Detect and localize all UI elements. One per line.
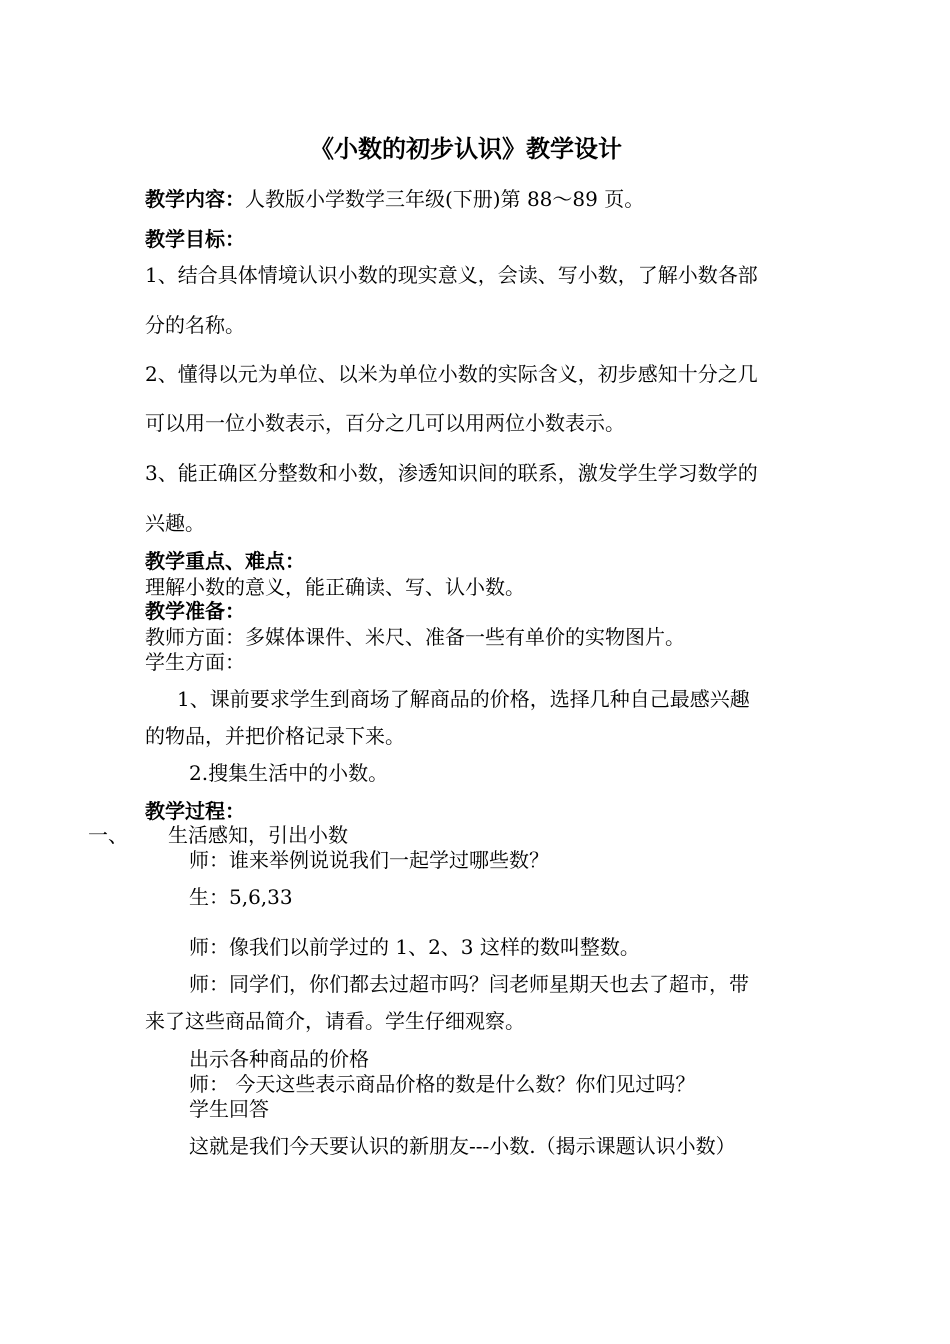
dialog-line-5: 出示各种商品的价格 (189, 1047, 369, 1071)
prep-student-item-1-line-2: 的物品，并把价格记录下来。 (145, 724, 405, 748)
section-1-title: 生活感知，引出小数 (168, 823, 348, 847)
dialog-line-4a: 师：同学们，你们都去过超市吗？闫老师星期天也去了超市，带 (189, 972, 749, 996)
goal-3-line-2: 兴趣。 (145, 511, 205, 535)
content-line (145, 186, 644, 212)
page-title: 《小数的初步认识》教学设计 (310, 135, 622, 163)
prep-teacher: 教师方面：多媒体课件、米尺、准备一些有单价的实物图片。 (145, 625, 685, 649)
dialog-line-7: 学生回答 (189, 1097, 269, 1121)
process-label: 教学过程： (145, 799, 245, 823)
goal-2-line-1: 2、懂得以元为单位、以米为单位小数的实际含义，初步感知十分之几 (145, 362, 758, 386)
content-text: 人教版小学数学三年级(下册)第 88～89 页。 (245, 187, 645, 211)
content-label: 教学内容： (145, 187, 245, 211)
goal-3-line-1: 3、能正确区分整数和小数，渗透知识间的联系，激发学生学习数学的 (145, 461, 758, 485)
dialog-line-3: 师：像我们以前学过的 1、2、3 这样的数叫整数。 (189, 935, 640, 959)
key-text: 理解小数的意义，能正确读、写、认小数。 (145, 575, 525, 599)
goals-label: 教学目标： (145, 227, 245, 251)
goal-2-line-2: 可以用一位小数表示，百分之几可以用两位小数表示。 (145, 411, 625, 435)
prep-student-item-1-line-1: 1、课前要求学生到商场了解商品的价格，选择几种自己最感兴趣 (177, 687, 750, 711)
section-1-number: 一、 (88, 823, 128, 847)
goal-1-line-1: 1、结合具体情境认识小数的现实意义，会读、写小数，了解小数各部 (145, 263, 758, 287)
dialog-line-8: 这就是我们今天要认识的新朋友---小数.（揭示课题认识小数） (189, 1134, 736, 1158)
dialog-line-6: 师： 今天这些表示商品价格的数是什么数？你们见过吗？ (189, 1072, 696, 1096)
prep-student-item-2: 2.搜集生活中的小数。 (189, 761, 389, 785)
goal-1-line-2: 分的名称。 (145, 313, 245, 337)
dialog-line-4b: 来了这些商品简介，请看。学生仔细观察。 (145, 1009, 525, 1033)
key-label: 教学重点、难点： (145, 549, 305, 573)
prep-label: 教学准备： (145, 599, 245, 623)
prep-student: 学生方面： (145, 650, 245, 674)
dialog-line-2: 生：5,6,33 (189, 885, 293, 909)
dialog-line-1: 师：谁来举例说说我们一起学过哪些数？ (189, 848, 549, 872)
